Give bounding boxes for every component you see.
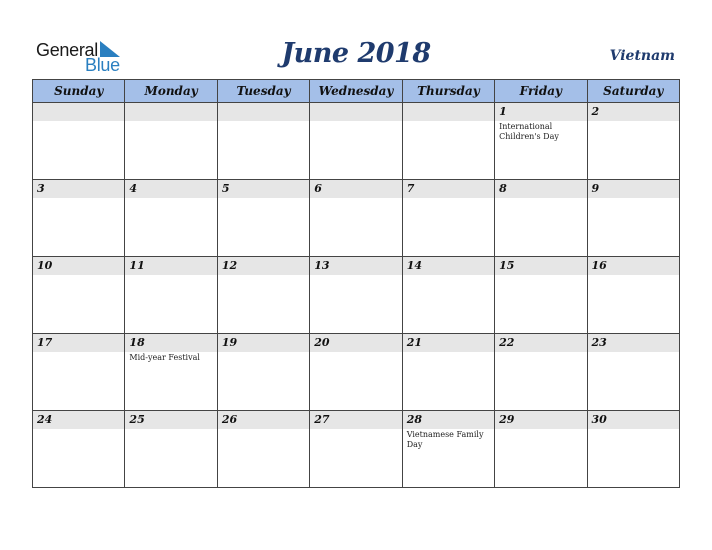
day-number: 21 xyxy=(406,336,422,349)
day-number-bar xyxy=(495,257,586,275)
day-number: 9 xyxy=(591,182,600,195)
day-cell xyxy=(33,334,125,411)
day-number-bar xyxy=(33,257,124,275)
day-cell xyxy=(33,103,125,180)
day-cell xyxy=(495,180,587,257)
day-number: 18 xyxy=(129,336,145,349)
day-number: 5 xyxy=(221,182,230,195)
day-number: 11 xyxy=(129,259,145,272)
day-number: 23 xyxy=(591,336,607,349)
holiday-label: International Children's Day xyxy=(499,122,559,141)
week-row xyxy=(33,257,680,334)
logo-word-blue: Blue xyxy=(85,55,120,75)
day-cell xyxy=(125,103,217,180)
day-cell xyxy=(495,103,587,180)
day-number: 26 xyxy=(221,413,238,426)
day-number: 3 xyxy=(37,182,45,195)
day-number-bar xyxy=(218,257,309,275)
day-number-bar xyxy=(218,411,309,429)
day-number-bar xyxy=(403,103,494,121)
day-cell xyxy=(310,411,402,488)
weekday-header: Tuesday xyxy=(217,80,309,103)
day-cell xyxy=(33,257,125,334)
day-number-bar xyxy=(495,411,586,429)
holiday-label: Mid-year Festival xyxy=(129,353,200,362)
day-number: 27 xyxy=(314,413,330,426)
weekday-header: Saturday xyxy=(587,80,679,103)
day-number-bar xyxy=(495,334,586,352)
day-number-bar xyxy=(403,334,494,352)
day-number-bar xyxy=(403,411,494,429)
day-number-bar xyxy=(125,257,216,275)
day-number-bar xyxy=(33,103,124,121)
day-number-bar xyxy=(588,411,679,429)
day-number-bar xyxy=(588,257,679,275)
day-number-bar xyxy=(125,334,216,352)
day-cell xyxy=(495,257,587,334)
day-number: 16 xyxy=(591,259,607,272)
day-number-bar xyxy=(33,411,124,429)
day-cell xyxy=(217,257,309,334)
day-cell xyxy=(587,103,679,180)
day-cell xyxy=(402,180,494,257)
weekday-header: Friday xyxy=(495,80,587,103)
day-number-bar xyxy=(218,180,309,198)
day-cell xyxy=(402,257,494,334)
day-number: 20 xyxy=(314,336,330,349)
logo-word-general: General xyxy=(36,40,98,60)
day-number-bar xyxy=(403,180,494,198)
day-number: 14 xyxy=(406,259,422,272)
day-cell xyxy=(587,257,679,334)
day-number-bar xyxy=(310,103,401,121)
day-cell xyxy=(217,411,309,488)
day-number-bar xyxy=(495,180,586,198)
day-cell xyxy=(310,180,402,257)
day-cell xyxy=(217,180,309,257)
day-number-bar xyxy=(495,103,586,121)
day-number-bar xyxy=(125,180,216,198)
day-cell xyxy=(217,103,309,180)
day-number-bar xyxy=(588,334,679,352)
day-number-bar xyxy=(588,180,679,198)
week-row xyxy=(33,180,680,257)
day-number: 12 xyxy=(221,259,238,272)
day-cell xyxy=(33,180,125,257)
day-cell xyxy=(402,103,494,180)
day-number-bar xyxy=(310,334,401,352)
day-number-bar xyxy=(218,334,309,352)
day-number: 10 xyxy=(37,259,53,272)
day-number-bar xyxy=(310,411,401,429)
day-number: 24 xyxy=(37,413,53,426)
day-cell xyxy=(125,257,217,334)
day-cell xyxy=(587,180,679,257)
day-number-bar xyxy=(125,103,216,121)
day-number: 15 xyxy=(499,259,515,272)
day-cell xyxy=(217,334,309,411)
week-row xyxy=(33,103,680,180)
weekday-header-row xyxy=(33,80,680,103)
day-cell xyxy=(310,334,402,411)
day-cell xyxy=(125,334,217,411)
day-number-bar xyxy=(125,411,216,429)
day-number: 30 xyxy=(591,413,607,426)
day-cell xyxy=(125,411,217,488)
day-cell xyxy=(310,103,402,180)
day-number-bar xyxy=(310,180,401,198)
week-row xyxy=(33,334,680,411)
weekday-header: Wednesday xyxy=(310,80,402,103)
day-cell xyxy=(495,411,587,488)
day-number: 4 xyxy=(129,182,138,195)
day-cell xyxy=(587,411,679,488)
week-row xyxy=(33,411,680,488)
day-number: 28 xyxy=(406,413,422,426)
day-cell xyxy=(33,411,125,488)
day-cell xyxy=(402,334,494,411)
day-cell xyxy=(125,180,217,257)
calendar-title: June 2018 xyxy=(281,38,431,69)
weekday-header: Thursday xyxy=(402,80,494,103)
day-number: 13 xyxy=(314,259,330,272)
day-number: 2 xyxy=(591,105,600,118)
weekday-header: Sunday xyxy=(33,80,125,103)
day-number-bar xyxy=(403,257,494,275)
country-label: Vietnam xyxy=(609,48,675,64)
day-number-bar xyxy=(218,103,309,121)
day-number: 6 xyxy=(314,182,322,195)
calendar-grid xyxy=(32,79,680,488)
day-number-bar xyxy=(588,103,679,121)
day-cell xyxy=(310,257,402,334)
day-cell xyxy=(495,334,587,411)
day-number: 7 xyxy=(406,182,415,195)
weekday-header: Monday xyxy=(125,80,217,103)
holiday-label: Vietnamese Family Day xyxy=(406,430,484,449)
day-cell xyxy=(587,334,679,411)
day-number-bar xyxy=(33,334,124,352)
day-number: 1 xyxy=(499,105,507,118)
day-number: 29 xyxy=(499,413,515,426)
day-number-bar xyxy=(310,257,401,275)
day-number: 25 xyxy=(129,413,145,426)
day-number: 17 xyxy=(37,336,53,349)
day-cell xyxy=(402,411,494,488)
day-number: 22 xyxy=(499,336,515,349)
day-number-bar xyxy=(33,180,124,198)
day-number: 19 xyxy=(221,336,238,349)
day-number: 8 xyxy=(499,182,507,195)
